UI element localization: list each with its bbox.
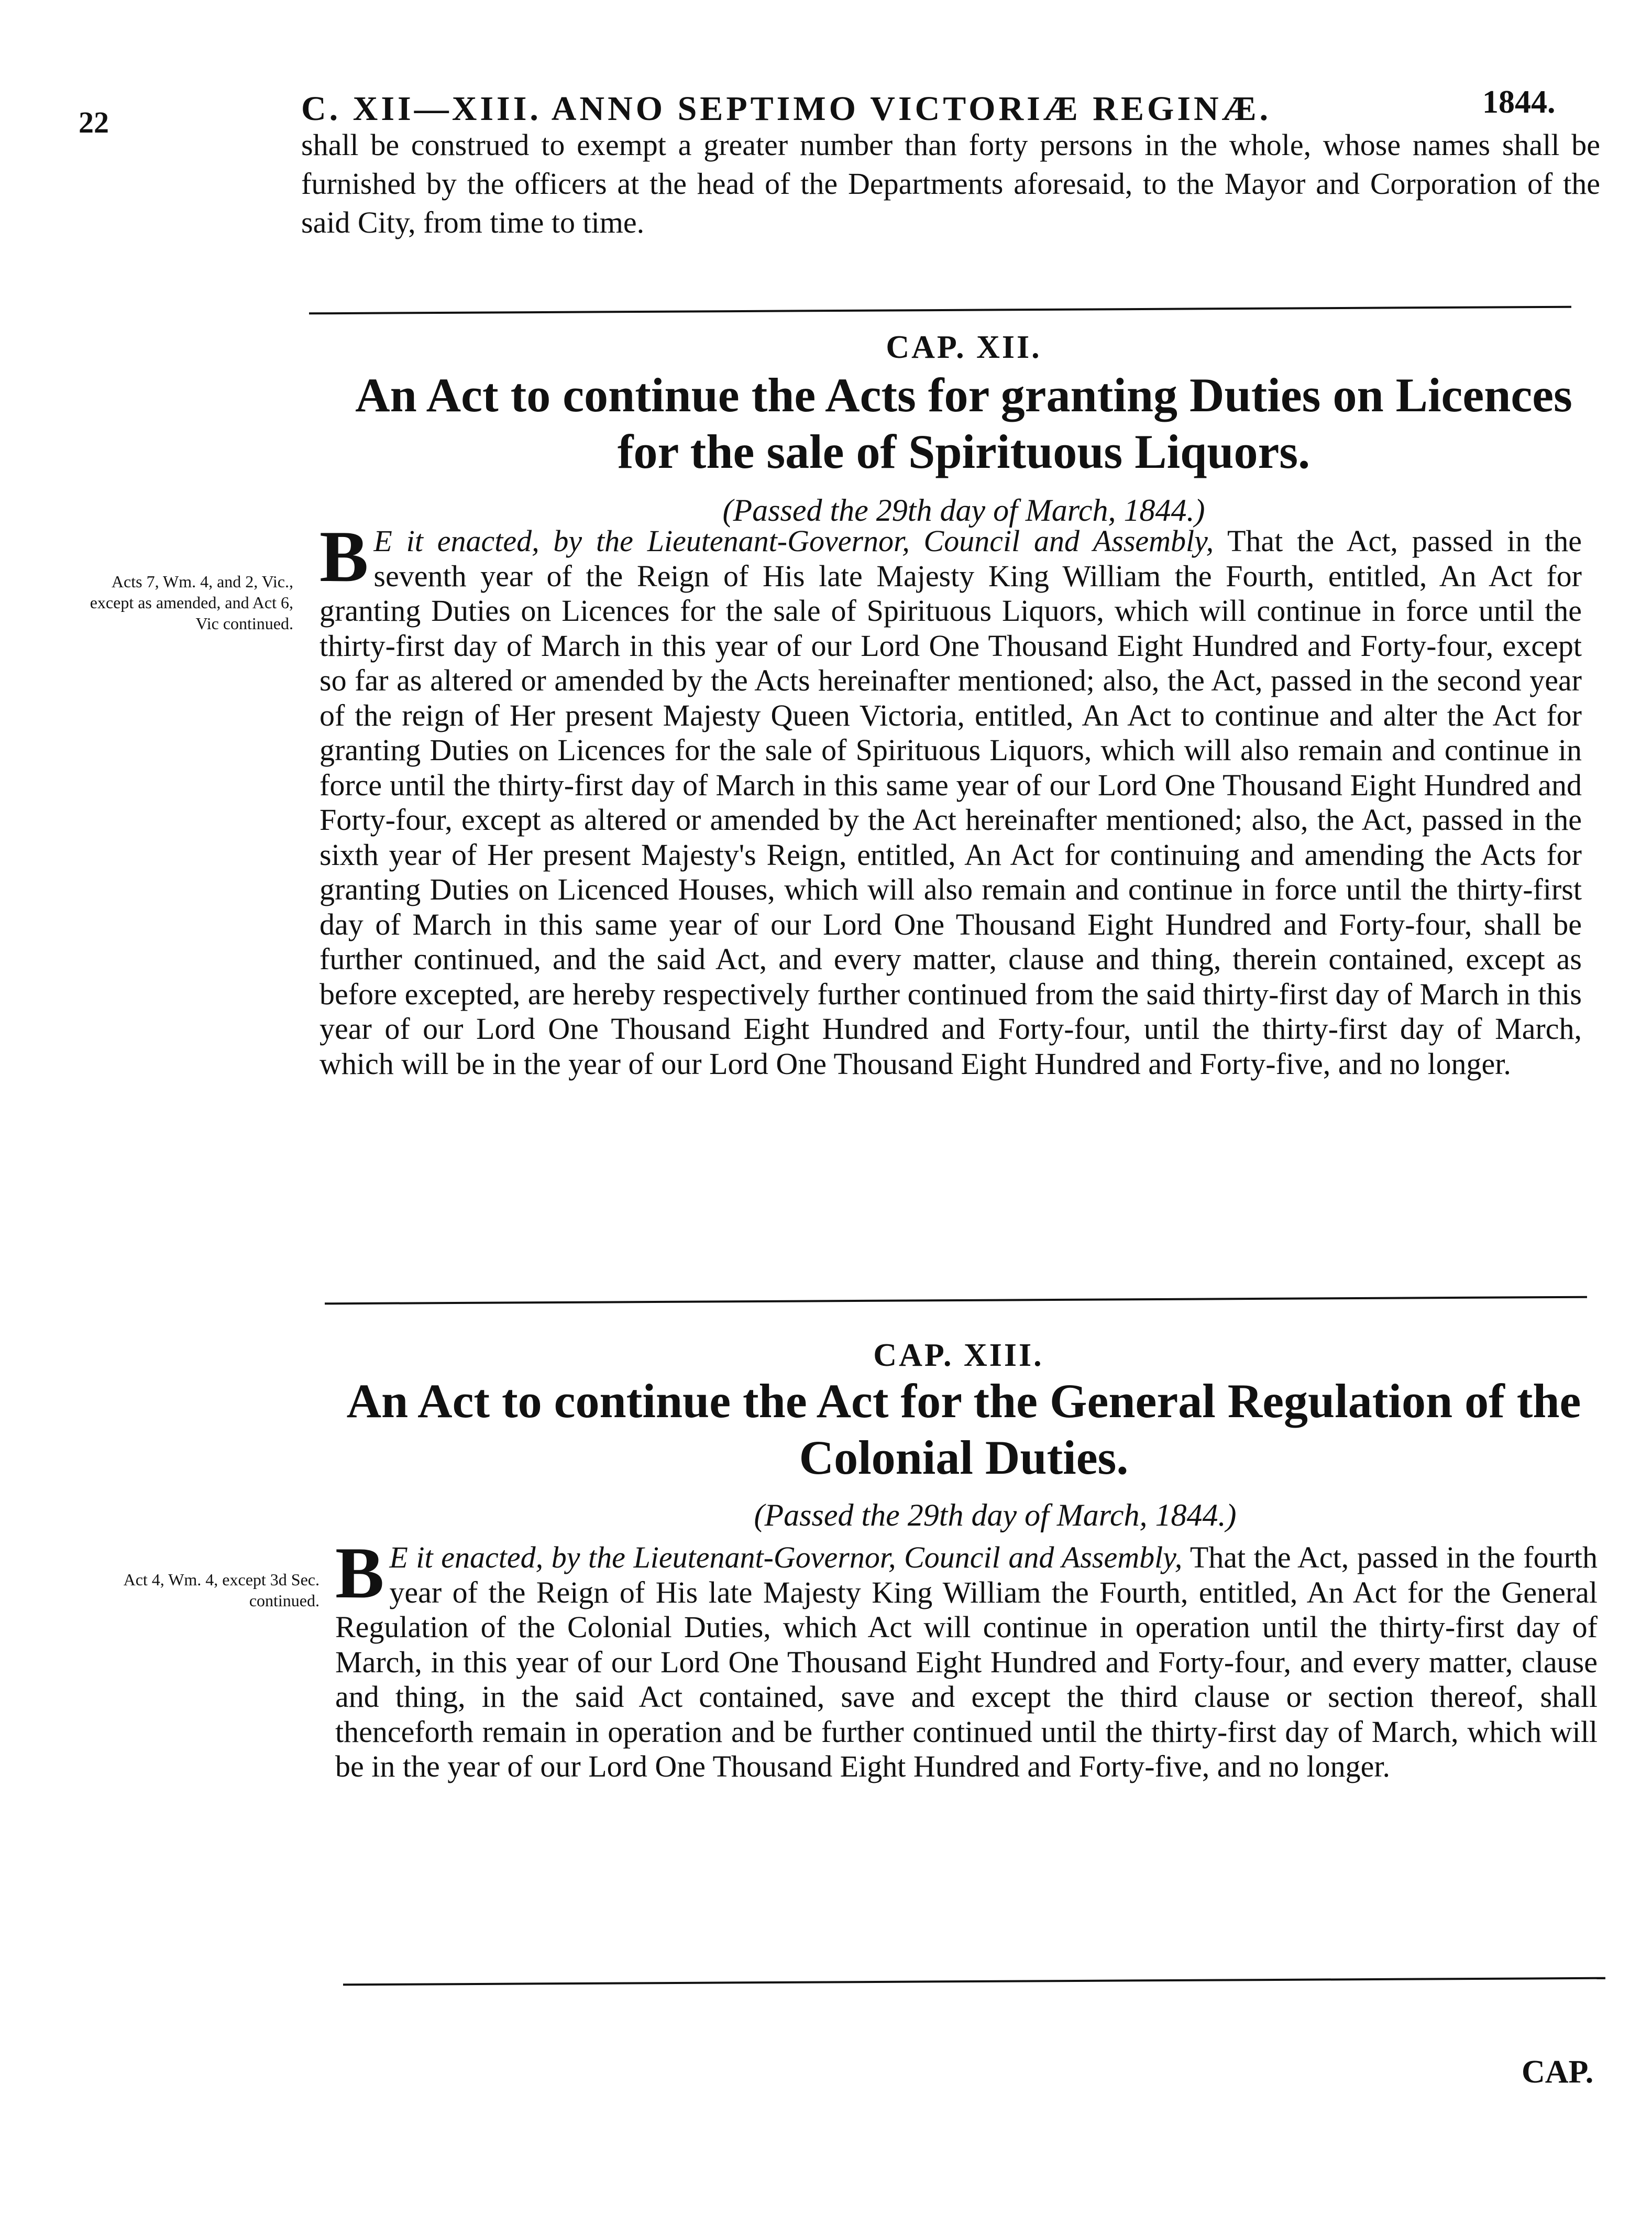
marginal-note-xii: Acts 7, Wm. 4, and 2, Vic., except as amended, and Act 6, Vic continued. [90, 572, 293, 633]
enacting-words-xiii: E it enacted, by the Lieutenant-Governor, Council and Assembly, [389, 1540, 1183, 1574]
section-divider [325, 1296, 1587, 1305]
section-divider [309, 306, 1571, 315]
page-number: 22 [79, 105, 109, 139]
passed-date-xii [545, 492, 1383, 529]
passed-date-xiii [576, 1497, 1414, 1533]
chapter-heading-xii: CAP. XII. [886, 330, 1042, 365]
act-body-text-xii: That the Act, passed in the seventh year of the Reign of His late Majesty King William the Fourth, entitled, An Act for granting Duties on Licences for the sale of Spirituous Liquors, which will continue in force until the thirty-first day of March in this year of our Lord One Thousand Eight Hundred and Forty-four, except so far as altered or amended by the Acts hereinafter mentioned; also, the Act, passed in the second year of the reign of Her present Majesty Queen Victoria, entitled, An Act to continue and alter the Act for granting Duties on Licences for the sale of Spirituous Liquors, which will also remain and continue in force until the thirty-first day of March in this same year of our Lord One Thousand Eight Hundred and Forty-four, except as altered or amended by the Act hereinafter mentioned; also, the Act, passed in the sixth year of Her present Majesty's Reign, entitled, An Act for continuing and amending the Acts for granting Duties on Licenced Houses, which will also remain and continue in force until the thirty-first day of March in this same year of our Lord One Thousand Eight Hundred and Forty-four, shall be further continued, and the said Act, and every matter, clause and thing, therein contained, except as before excepted, are hereby respectively further continued from the said thirty-first day of March in this year of our Lord One Thousand Eight Hundred and Forty-four, until the thirty-first day of March, which will be in the year of our Lord One Thousand Eight Hundred and Forty-five, and no longer. [320, 524, 1582, 1081]
act-body-text-xiii: That the Act, passed in the fourth year of the Reign of His late Majesty King William the Fourth, entitled, An Act for the General Regulation of the Colonial Duties, which Act will continue in operation until the thirty-first day of March, in this year of our Lord One Thousand Eight Hundred and Forty-four, and every matter, clause and thing, in the said Act contained, save and except the third clause or section thereof, shall thenceforth remain in operation and be further continued until the thirty-first day of March, which will be in the year of our Lord One Thousand Eight Hundred and Forty-five, and no longer. [335, 1540, 1598, 1783]
header-year: 1844. [1482, 84, 1556, 120]
enacting-words-xii: E it enacted, by the Lieutenant-Governor, Council and Assembly, [373, 524, 1214, 558]
continued-paragraph: shall be construed to exempt a greater number than forty persons in the whole, whose names shall be furnished by the officers at the head of the Departments aforesaid, to the Mayor and Corporation of the said City, from time to time. [301, 128, 1600, 239]
act-title-xiii: An Act to continue the Act for the General Regulation of the Colonial Duties. [346, 1374, 1581, 1484]
act-body-xiii [335, 1532, 1598, 1784]
running-head: C. XII—XIII. ANNO SEPTIMO VICTORIÆ REGINÆ. [301, 90, 1272, 128]
chapter-heading-xiii: CAP. XIII. [873, 1338, 1044, 1373]
passed-date-xiii-text: (Passed the 29th day of March, 1844.) [754, 1498, 1237, 1532]
drop-cap-xii: B [320, 516, 369, 597]
catchword: CAP. [1522, 2054, 1594, 2090]
act-title-xii: An Act to continue the Acts for granting Duties on Licences for the sale of Spirituous Liquors. [355, 368, 1572, 478]
passed-date-xii-text: (Passed the 29th day of March, 1844.) [722, 493, 1205, 528]
marginal-note-xiii: Act 4, Wm. 4, except 3d Sec. continued. [123, 1570, 320, 1610]
section-divider [343, 1977, 1605, 1986]
drop-cap-xiii: B [335, 1532, 384, 1614]
act-body-xii [320, 516, 1582, 1081]
